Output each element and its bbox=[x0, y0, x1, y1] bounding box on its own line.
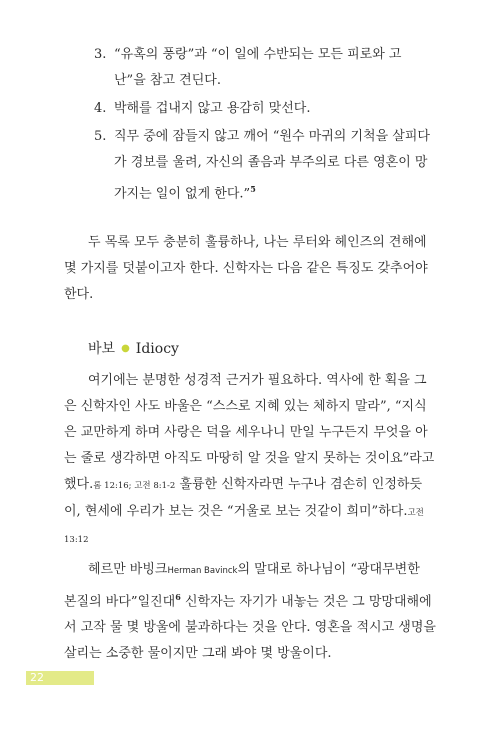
page-number: 22 bbox=[26, 671, 94, 685]
list-text: 직무 중에 잠들지 않고 깨어 “원수 마귀의 기척을 살피다가 경보를 울려, 자신의 졸음과 부주의로 다른 영혼이 망가지는 일이 없게 한다.” bbox=[114, 129, 430, 202]
section-idiocy bbox=[64, 338, 436, 667]
latin-name: Herman Bavinck bbox=[167, 566, 238, 576]
list-item bbox=[94, 96, 430, 122]
paragraph-text: 신학자는 자기가 내놓는 것은 그 망망대해에서 고작 물 몇 방울에 불과하다는 것을 안다. 영혼을 적시고 생명을 살리는 소중한 물이지만 그래 봐야 몇 방울이다. bbox=[64, 594, 436, 662]
heading-korean: 바보 bbox=[88, 341, 116, 357]
list-item bbox=[94, 42, 430, 94]
heading-english: Idiocy bbox=[135, 341, 179, 357]
body-paragraph bbox=[64, 557, 436, 667]
list-number: 4. bbox=[94, 101, 107, 116]
paragraph-text: 헤르만 바빙크 bbox=[88, 562, 168, 577]
footnote-marker[interactable]: 5 bbox=[250, 184, 256, 194]
footnote-marker[interactable]: 6 bbox=[175, 592, 181, 602]
paragraph-text: 훌륭한 신학자라면 누구나 겸손히 인정하듯이, 현세에 우리가 보는 것은 “거울로 보는 것같이 희미”하다. bbox=[64, 477, 423, 519]
list-text: “유혹의 풍랑”과 “이 일에 수반되는 모든 피로와 고난”을 참고 견딘다. bbox=[114, 47, 402, 88]
list-text: 박해를 겁내지 않고 용감히 맞선다. bbox=[114, 101, 311, 116]
paragraph-text: 여기에는 분명한 성경적 근거가 필요하다. 역사에 한 획을 그은 신학자인 사도 바울은 “스스로 지혜 있는 체하지 말라”, “지식은 교만하게 하며 사랑은 덕을 세우나니 만일 누구든지 무엇을 아는 줄로 생각하면 아직도 마땅히 알 것을 알지 못하는 것이요”라고 했다. bbox=[64, 373, 435, 492]
scripture-reference: 고전 13:12 bbox=[64, 508, 424, 545]
paragraph-text: 의 말대로 하나님이 “광대무변한 본질의 바다”일진대 bbox=[64, 562, 420, 610]
body-paragraph bbox=[64, 368, 436, 553]
body-paragraph: 두 목록 모두 충분히 훌륭하나, 나는 루터와 헤인즈의 견해에 몇 가지를 덧붙이고자 한다. 신학자는 다음 같은 특징도 갖추어야 한다. bbox=[64, 235, 428, 302]
list-number: 5. bbox=[94, 129, 107, 144]
scripture-reference: 롬 12:16; 고전 8:1-2 bbox=[93, 481, 176, 491]
list-number: 3. bbox=[94, 47, 107, 62]
section-heading bbox=[64, 338, 436, 362]
list-item bbox=[94, 124, 430, 207]
bullet-dot-icon: ● bbox=[121, 343, 130, 354]
numbered-list bbox=[94, 42, 430, 207]
